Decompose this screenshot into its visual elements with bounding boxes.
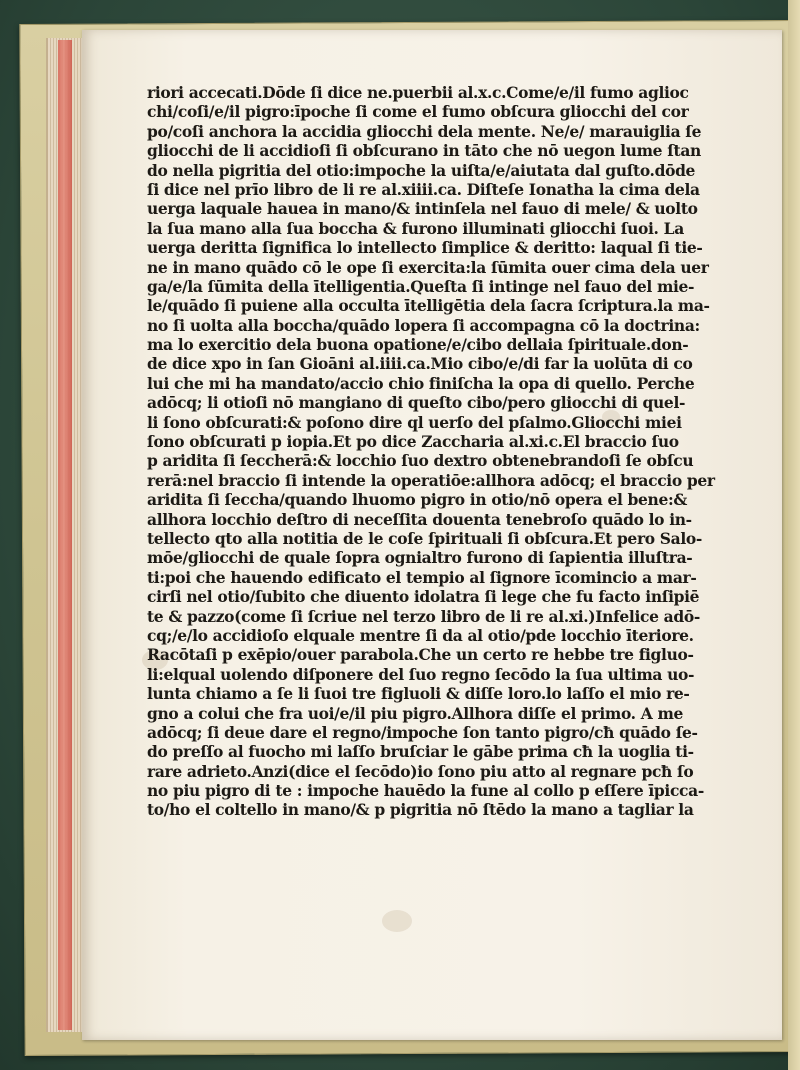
text-line: aridita ſi ſeccha/quando lhuomo pigro in otio/nō opera el bene:& [147, 490, 687, 510]
text-line: le/quādo ſi puiene alla occulta ītelligētia dela ſacra ſcriptura.la ma- [147, 296, 710, 316]
text-line: la ſua mano alla ſua boccha & furono illuminati gliocchi ſuoi. La [147, 218, 684, 238]
cover-edge [788, 0, 800, 1070]
text-line: te & pazzo(come ſi ſcriue nel terzo libro de li re al.xi.)Infelice adō- [147, 606, 700, 626]
text-line: do nella pigritia del otio:impoche la uiſta/e/aiutata dal guſto.dōde [147, 160, 696, 180]
text-line: adōcq; ſi deue dare el regno/impoche ſon tanto pigro/cħ quādo ſe- [147, 722, 698, 742]
text-line: no ſi uolta alla boccha/quādo lopera ſi accompagna cō la doctrina: [147, 315, 700, 335]
red-page-edge [58, 40, 72, 1030]
text-line: gno a colui che fra uoi/e/il piu pigro.Allhora diſſe el primo. A me [147, 703, 684, 723]
text-line: uerga laquale hauea in mano/& intinſela nel fauo di mele/ & uolto [147, 199, 698, 219]
text-line: po/coſi anchora la accidia gliocchi dela mente. Ne/e/ marauiglia ſe [147, 121, 702, 141]
text-line: tellecto qto alla notitia de le coſe ſpirituali ſi obſcura.Et pero Salo- [147, 528, 702, 548]
text-line: li:elqual uolendo diſponere del ſuo regno ſecōdo la ſua ultima uo- [147, 664, 695, 684]
text-line: no piu pigro di te : impoche hauēdo la fune al collo p eſſere īpicca- [147, 781, 704, 801]
page-text [147, 83, 715, 820]
text-line: allhora locchio deſtro di neceſſita douenta tenebroſo quādo lo in- [147, 509, 692, 529]
text-line: mōe/gliocchi de quale ſopra ognialtro furono di ſapientia illuſtra- [147, 548, 693, 568]
text-line: p aridita ſi ſeccherā:& locchio ſuo dextro obtenebrandoſi ſe obſcu [147, 451, 694, 471]
text-line: rerā:nel braccio ſi intende la operatiōe:allhora adōcq; el braccio per [147, 470, 715, 490]
text-line: adōcq; li otioſi nō mangiano di queſto cibo/pero gliocchi di quel- [147, 393, 686, 413]
text-line: lunta chiamo a ſe li ſuoi tre figluoli & diſſe loro.lo laſſo el mio re- [147, 684, 690, 704]
foxing-spot [382, 910, 412, 932]
text-line: ſono obſcurati p iopia.Et po dice Zaccharia al.xi.c.El braccio ſuo [147, 432, 679, 452]
text-line: to/ho el coltello in mano/& p pigritia nō ſtēdo la mano a tagliar la [147, 800, 694, 820]
text-line: do preſſo al fuocho mi laſſo bruſciar le gābe prima cħ la uoglia ti- [147, 742, 694, 762]
text-line: li ſono obſcurati:& poſono dire ql uerſo del pſalmo.Gliocchi miei [147, 412, 682, 432]
text-line: ga/e/la ſūmita della ītelligentia.Queſta ſi intinge nel fauo del mie- [147, 276, 695, 296]
text-line: lui che mi ha mandato/accio chio finiſcha la opa di quello. Perche [147, 373, 695, 393]
text-line: cq;/e/lo accidioſo elquale mentre ſi da al otio/pde locchio īteriore. [147, 625, 694, 645]
text-line: gliocchi de li accidioſi ſi obſcurano in tāto che nō uegon lume ſtan [147, 141, 701, 161]
text-line: chi/coſi/e/il pigro:īpoche ſi come el fumo obſcura gliocchi del cor [147, 102, 689, 122]
text-line: ma lo exercitio dela buona opatione/e/cibo dellaia ſpirituale.don- [147, 335, 689, 355]
text-line: ſi dice nel prīo libro de li re al.xiiii.ca. Diſteſe Ionatha la cima dela [147, 179, 700, 199]
text-line: riori accecati.Dōde ſi dice ne.puerbii al.x.c.Come/e/il fumo aglioc [147, 83, 689, 102]
text-line: uerga deritta ſignifica lo intellecto ſimplice & deritto: laqual ſi tie- [147, 238, 703, 258]
text-line: Racōtaſi p exēpio/ouer parabola.Che un certo re hebbe tre figluo- [147, 645, 694, 665]
text-line: de dice xpo in ſan Gioāni al.iiii.ca.Mio cibo/e/di far la uolūta di co [147, 354, 693, 374]
text-line: cirſi nel otio/ſubito che diuento idolatra ſi lege che fu facto inſipiē [147, 587, 700, 607]
text-line: ti:poi che hauendo edificato el tempio al ſignore īcomincio a mar- [147, 567, 697, 587]
text-line: rare adrieto.Anzi(dice el ſecōdo)io ſono piu atto al regnare pcħ ſo [147, 761, 694, 781]
text-line: ne in mano quādo cō le ope ſi exercita:la ſūmita ouer cima dela uer [147, 257, 709, 277]
